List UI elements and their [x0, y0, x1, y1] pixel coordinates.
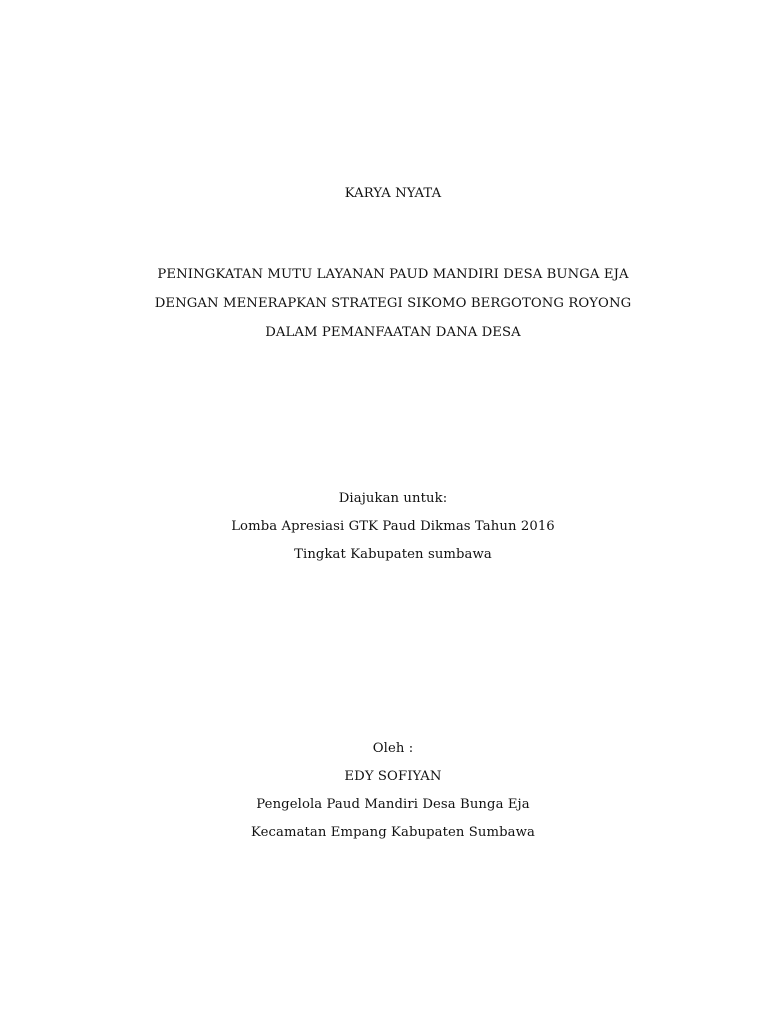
subtitle-line-2: DENGAN MENERAPKAN STRATEGI SIKOMO BERGOTONG ROYONG: [154, 296, 632, 311]
submitted-for-label: Diajukan untuk:: [338, 491, 448, 506]
subtitle-line-3: DALAM PEMANFAATAN DANA DESA: [265, 325, 521, 340]
competition-name: Lomba Apresiasi GTK Paud Dikmas Tahun 2016: [231, 519, 555, 534]
competition-level: Tingkat Kabupaten sumbawa: [294, 547, 492, 562]
author-label: Oleh :: [372, 741, 414, 756]
author-role: Pengelola Paud Mandiri Desa Bunga Eja: [256, 797, 530, 812]
author-name: EDY SOFIYAN: [344, 769, 442, 784]
subtitle-line-1: PENINGKATAN MUTU LAYANAN PAUD MANDIRI DESA BUNGA EJA: [157, 267, 629, 282]
author-location: Kecamatan Empang Kabupaten Sumbawa: [251, 825, 535, 840]
document-title: KARYA NYATA: [344, 186, 442, 201]
